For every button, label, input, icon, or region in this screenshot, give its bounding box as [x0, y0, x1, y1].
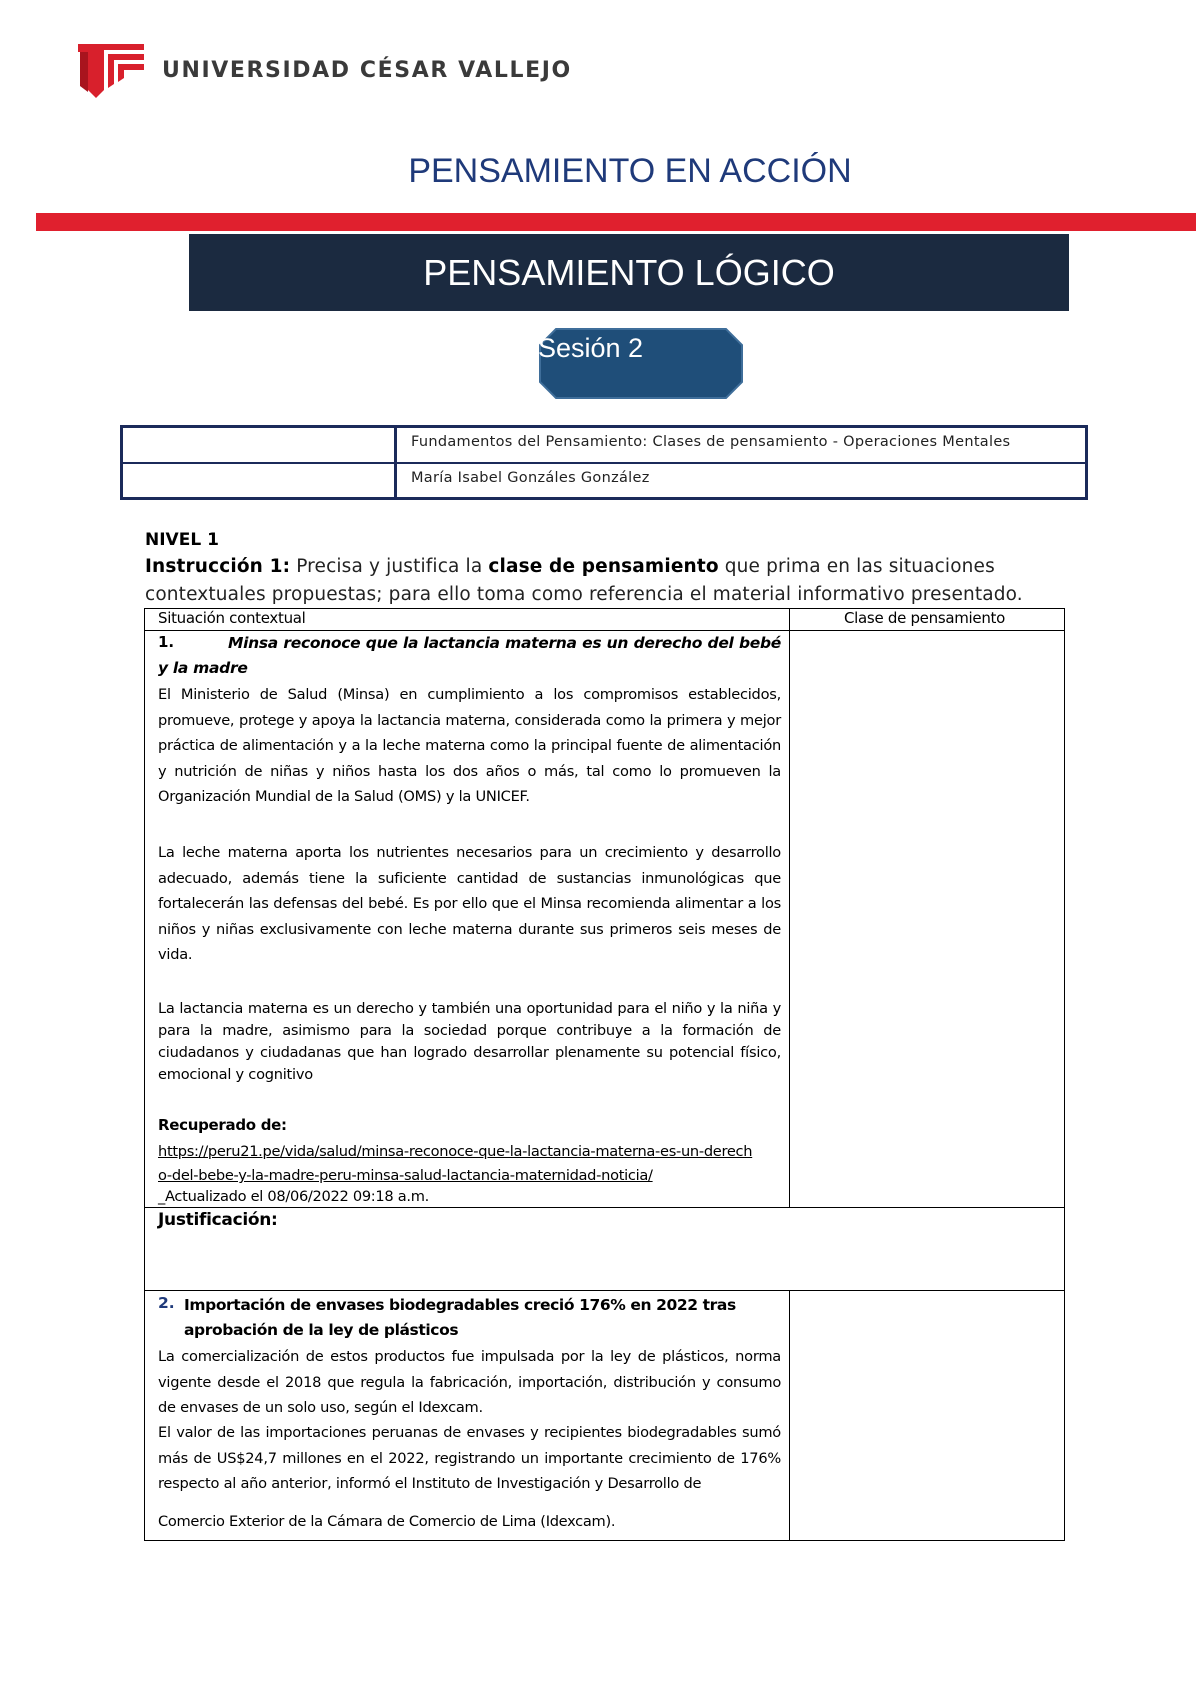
source-label: Recuperado de:: [158, 1116, 287, 1134]
case1-title: Minsa reconoce que la lactancia materna es un derecho del bebé y la madre: [158, 634, 781, 677]
case1-paragraph: La lactancia materna es un derecho y también una oportunidad para el niño y la niña y para la madre, asimismo para la sociedad porque contribuye a la formación de ciudadanos y ciudadanas que han logrado desarrollar plenamente su potencial físico, emocional y cognitivo: [158, 1000, 781, 1083]
table-border-bottom: [144, 1540, 1065, 1541]
case1-number: 1.: [158, 633, 175, 651]
situations-table: [144, 608, 1065, 1541]
instruction-part-a: Precisa y justifica la: [290, 556, 489, 577]
case2-paragraph: Comercio Exterior de la Cámara de Comercio de Lima (Idexcam).: [158, 1513, 616, 1530]
session-badge: [538, 327, 744, 400]
case2-paragraph: El valor de las importaciones peruanas de envases y recipientes biodegradables sumó más de US$24,7 millones en el 2022, registrando un importante crecimiento de 176% respecto al año anterior, informó el Instituto de Investigación y Desarrollo de: [158, 1424, 781, 1492]
topic-label: Contenido temático:: [123, 428, 397, 462]
red-divider-bar: [36, 213, 1196, 231]
teacher-label: Docente:: [123, 464, 397, 498]
case1-paragraph: El Ministerio de Salud (Minsa) en cumplimiento a los compromisos establecidos, promueve, protege y apoya la lactancia materna, considerada como la primera y mejor práctica de alimentación y a la leche materna como la principal fuente de alimentación y nutrición de niñas y niños hasta los dos años o más, tal como lo promueven la Organización Mundial de la Salud (OMS) y la UNICEF.: [158, 686, 781, 805]
case2-paragraph: La comercialización de estos productos fue impulsada por la ley de plásticos, norma vigente desde el 2018 que regula la fabricación, importación, distribución y consumo de envases de un solo uso, según el Idexcam.: [158, 1348, 781, 1416]
teacher-value: María Isabel Gonzáles González: [411, 470, 650, 486]
case2-title: Importación de envases biodegradables creció 176% en 2022 tras aprobación de la ley de plásticos: [184, 1296, 736, 1339]
case2-number: 2.: [158, 1294, 175, 1312]
course-title: PENSAMIENTO LÓGICO: [423, 251, 835, 293]
info-row-teacher: [123, 464, 1085, 498]
info-row-topic: [123, 428, 1085, 464]
session-label: Sesión 2: [538, 333, 644, 363]
table-border-left: [144, 608, 145, 1541]
col-header-thinking-class: Clase de pensamiento: [844, 609, 1005, 627]
instruction-text: [145, 553, 1105, 609]
course-banner: [189, 234, 1069, 311]
col-header-situation: Situación contextual: [158, 609, 306, 627]
column-divider: [789, 608, 790, 1208]
instruction-label: Instrucción 1:: [145, 556, 291, 577]
table-border-right: [1064, 608, 1065, 1541]
justification-label: Justificación:: [158, 1210, 278, 1230]
row-divider: [144, 1207, 1065, 1208]
instruction-part-b: que prima en las situaciones contextuales propuestas; para ello toma como referencia el material informativo presentado.: [145, 556, 1023, 605]
university-logo: [78, 40, 572, 102]
topic-value: Fundamentos del Pensamiento: Clases de pensamiento - Operaciones Mentales: [411, 434, 1011, 450]
column-divider: [789, 1290, 790, 1541]
info-table: [120, 425, 1088, 500]
shield-logo-icon: [78, 40, 148, 102]
logo-text: UNIVERSIDAD CÉSAR VALLEJO: [162, 58, 572, 83]
row-divider: [144, 1290, 1065, 1291]
source-link[interactable]: https://peru21.pe/vida/salud/minsa-reconoce-que-la-lactancia-materna-es-un-derecho-del-bebe-y-la-madre-peru-minsa-salud-lactancia-maternidad-noticia/: [158, 1143, 753, 1184]
updated-date: _Actualizado el 08/06/2022 09:18 a.m.: [158, 1188, 429, 1205]
case1-paragraph: La leche materna aporta los nutrientes necesarios para un crecimiento y desarrollo adecuado, además tiene la suficiente cantidad de sustancias inmunológicas que fortalecerán las defensas del bebé. Es por ello que el Minsa recomienda alimentar a los niños y niñas exclusivamente con leche materna durante sus primeros seis meses de vida.: [158, 844, 781, 963]
instruction-bold: clase de pensamiento: [488, 556, 719, 577]
level-heading: NIVEL 1: [145, 530, 219, 550]
page-title: PENSAMIENTO EN ACCIÓN: [408, 152, 852, 190]
